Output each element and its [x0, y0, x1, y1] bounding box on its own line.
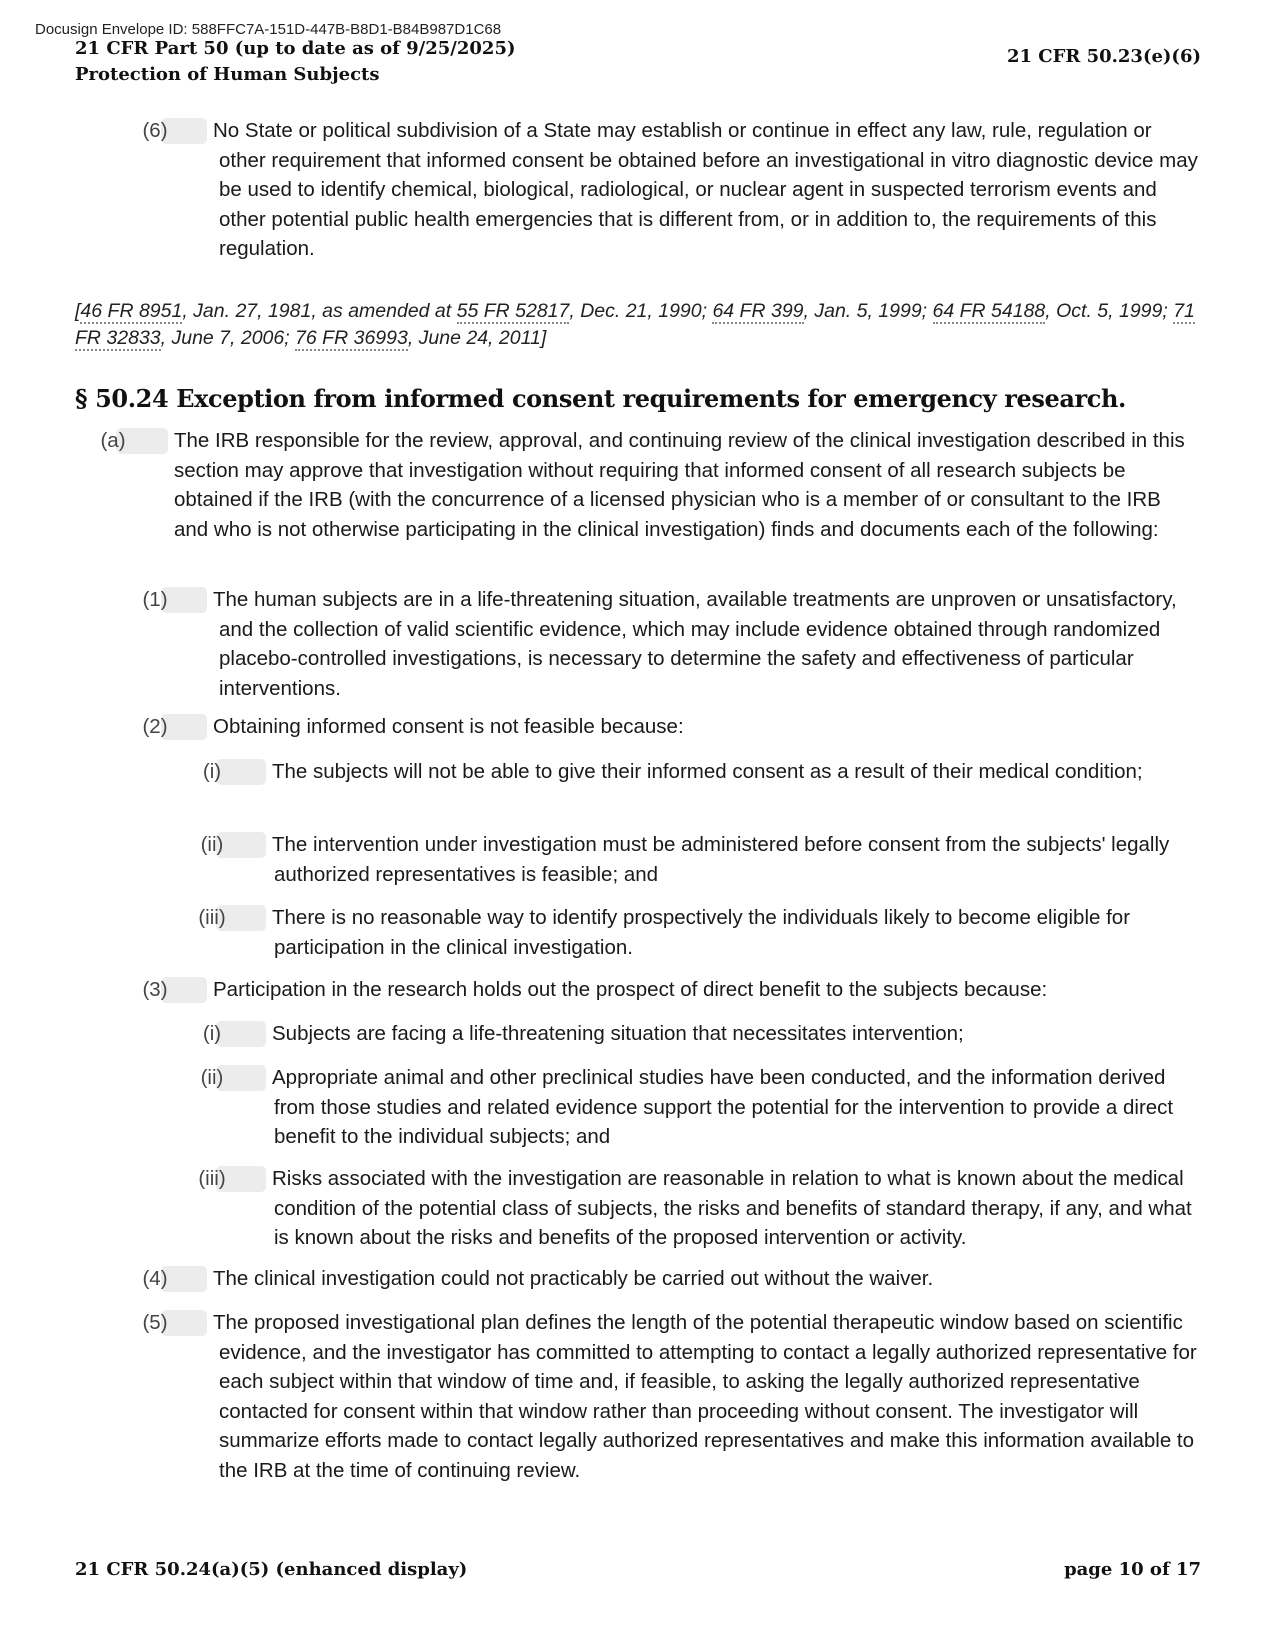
citation-link[interactable]: 46 FR 8951 [80, 300, 183, 322]
paragraph-6 [142, 116, 1201, 264]
paragraph-label[interactable]: (a) [116, 428, 168, 454]
citation-link[interactable]: 76 FR 36993 [295, 327, 408, 349]
paragraph-text: Participation in the research holds out the prospect of direct benefit to the subjects because: [213, 978, 1048, 1001]
page-header [75, 36, 515, 88]
paragraph-text: The human subjects are in a life-threatening situation, available treatments are unproven or unsatisfactory, and the collection of valid scientific evidence, which may include evidence obtained through randomized placebo-controlled investigations, is necessary to determine the safety and effectiveness of particular interventions. [213, 588, 1177, 700]
paragraph-label[interactable]: (i) [216, 759, 266, 785]
citation-link[interactable]: 55 FR 52817 [456, 300, 570, 322]
paragraph-label[interactable]: (i) [216, 1021, 266, 1047]
paragraph-label[interactable]: (ii) [216, 1065, 266, 1091]
paragraph-label[interactable]: (iii) [216, 1166, 266, 1192]
history-citation: [46 FR 8951, Jan. 27, 1981, as amended at 55 FR 52817, Dec. 21, 1990; 64 FR 399, Jan. 5, 1999; 64 FR 54188, Oct. 5, 1999; 71 FR 32833, June 7, 2006; 76 FR 36993, June 24, 2011] [75, 300, 1195, 349]
paragraph-label[interactable]: (2) [161, 714, 207, 740]
paragraph-text: Obtaining informed consent is not feasible because: [213, 715, 684, 738]
paragraph-text: The proposed investigational plan defines the length of the potential therapeutic window based on scientific evidence, and the investigator has committed to attempting to contact a legally authorized representative for each subject within that window of time and, if feasible, to asking the legally authorized representative contacted for consent within that window rather than proceeding without consent. The investigator will summarize efforts made to contact legally authorized representatives and make this information available to the IRB at the time of continuing review. [213, 1311, 1197, 1482]
paragraph-label[interactable]: (3) [161, 977, 207, 1003]
paragraph-text: Appropriate animal and other preclinical studies have been conducted, and the information derived from those studies and related evidence support the potential for the intervention to provide a direct benefit to the individual subjects; and [272, 1066, 1174, 1149]
docusign-envelope-id: Docusign Envelope ID: 588FFC7A-151D-447B-B8D1-B84B987D1C68 [35, 21, 502, 38]
citation-link[interactable]: 64 FR 399 [712, 300, 804, 322]
paragraph-3-ii [200, 1063, 1201, 1152]
paragraph-4 [142, 1264, 1201, 1294]
citation-link[interactable]: 64 FR 54188 [932, 300, 1046, 322]
paragraph-2-iii [198, 903, 1201, 962]
paragraph-label[interactable]: (iii) [216, 905, 266, 931]
paragraph-a [100, 426, 1190, 544]
section-heading: § 50.24 Exception from informed consent requirements for emergency research. [75, 384, 1126, 413]
paragraph-text: The subjects will not be able to give their informed consent as a result of their medical condition; [272, 760, 1143, 783]
document-subtitle: Protection of Human Subjects [75, 64, 380, 85]
paragraph-5 [142, 1308, 1201, 1486]
paragraph-label[interactable]: (ii) [216, 832, 266, 858]
paragraph-text: Risks associated with the investigation are reasonable in relation to what is known about the medical condition of the potential class of subjects, the risks and benefits of standard therapy, if any, and what is known about the risks and benefits of the proposed intervention or activity. [272, 1167, 1192, 1250]
paragraph-label[interactable]: (6) [161, 118, 207, 144]
header-citation: 21 CFR 50.23(e)(6) [1006, 46, 1201, 67]
paragraph-text: No State or political subdivision of a State may establish or continue in effect any law, rule, regulation or other requirement that informed consent be obtained before an investigational in vitro diagnostic device may be used to identify chemical, biological, radiological, or nuclear agent in suspected terrorism events and other potential public health emergencies that is different from, or in addition to, the requirements of this regulation. [213, 119, 1198, 261]
paragraph-2 [142, 712, 1201, 742]
paragraph-label[interactable]: (5) [161, 1310, 207, 1336]
paragraph-text: There is no reasonable way to identify prospectively the individuals likely to become eligible for participation in the clinical investigation. [272, 906, 1131, 959]
paragraph-label[interactable]: (1) [161, 587, 207, 613]
paragraph-3 [142, 975, 1201, 1005]
paragraph-2-ii [200, 830, 1201, 889]
paragraph-text: The intervention under investigation must be administered before consent from the subjects' legally authorized representatives is feasible; and [272, 833, 1170, 886]
paragraph-1 [142, 585, 1201, 703]
footer-citation: 21 CFR 50.24(a)(5) (enhanced display) [75, 1559, 468, 1580]
paragraph-label[interactable]: (4) [161, 1266, 207, 1292]
document-title: 21 CFR Part 50 (up to date as of 9/25/2025) [75, 38, 516, 59]
citation-link[interactable]: 71 FR 32833 [75, 300, 1195, 349]
paragraph-2-i [202, 757, 1201, 787]
paragraph-3-iii [198, 1164, 1201, 1253]
paragraph-text: Subjects are facing a life-threatening situation that necessitates intervention; [272, 1022, 964, 1045]
paragraph-3-i [202, 1019, 1201, 1049]
paragraph-text: The IRB responsible for the review, approval, and continuing review of the clinical investigation described in this section may approve that investigation without requiring that informed consent of all research subjects be obtained if the IRB (with the concurrence of a licensed physician who is a member of or consultant to the IRB and who is not otherwise participating in the clinical investigation) finds and documents each of the following: [174, 429, 1185, 541]
paragraph-text: The clinical investigation could not practicably be carried out without the waiver. [213, 1267, 934, 1290]
page-number: page 10 of 17 [1064, 1559, 1201, 1580]
